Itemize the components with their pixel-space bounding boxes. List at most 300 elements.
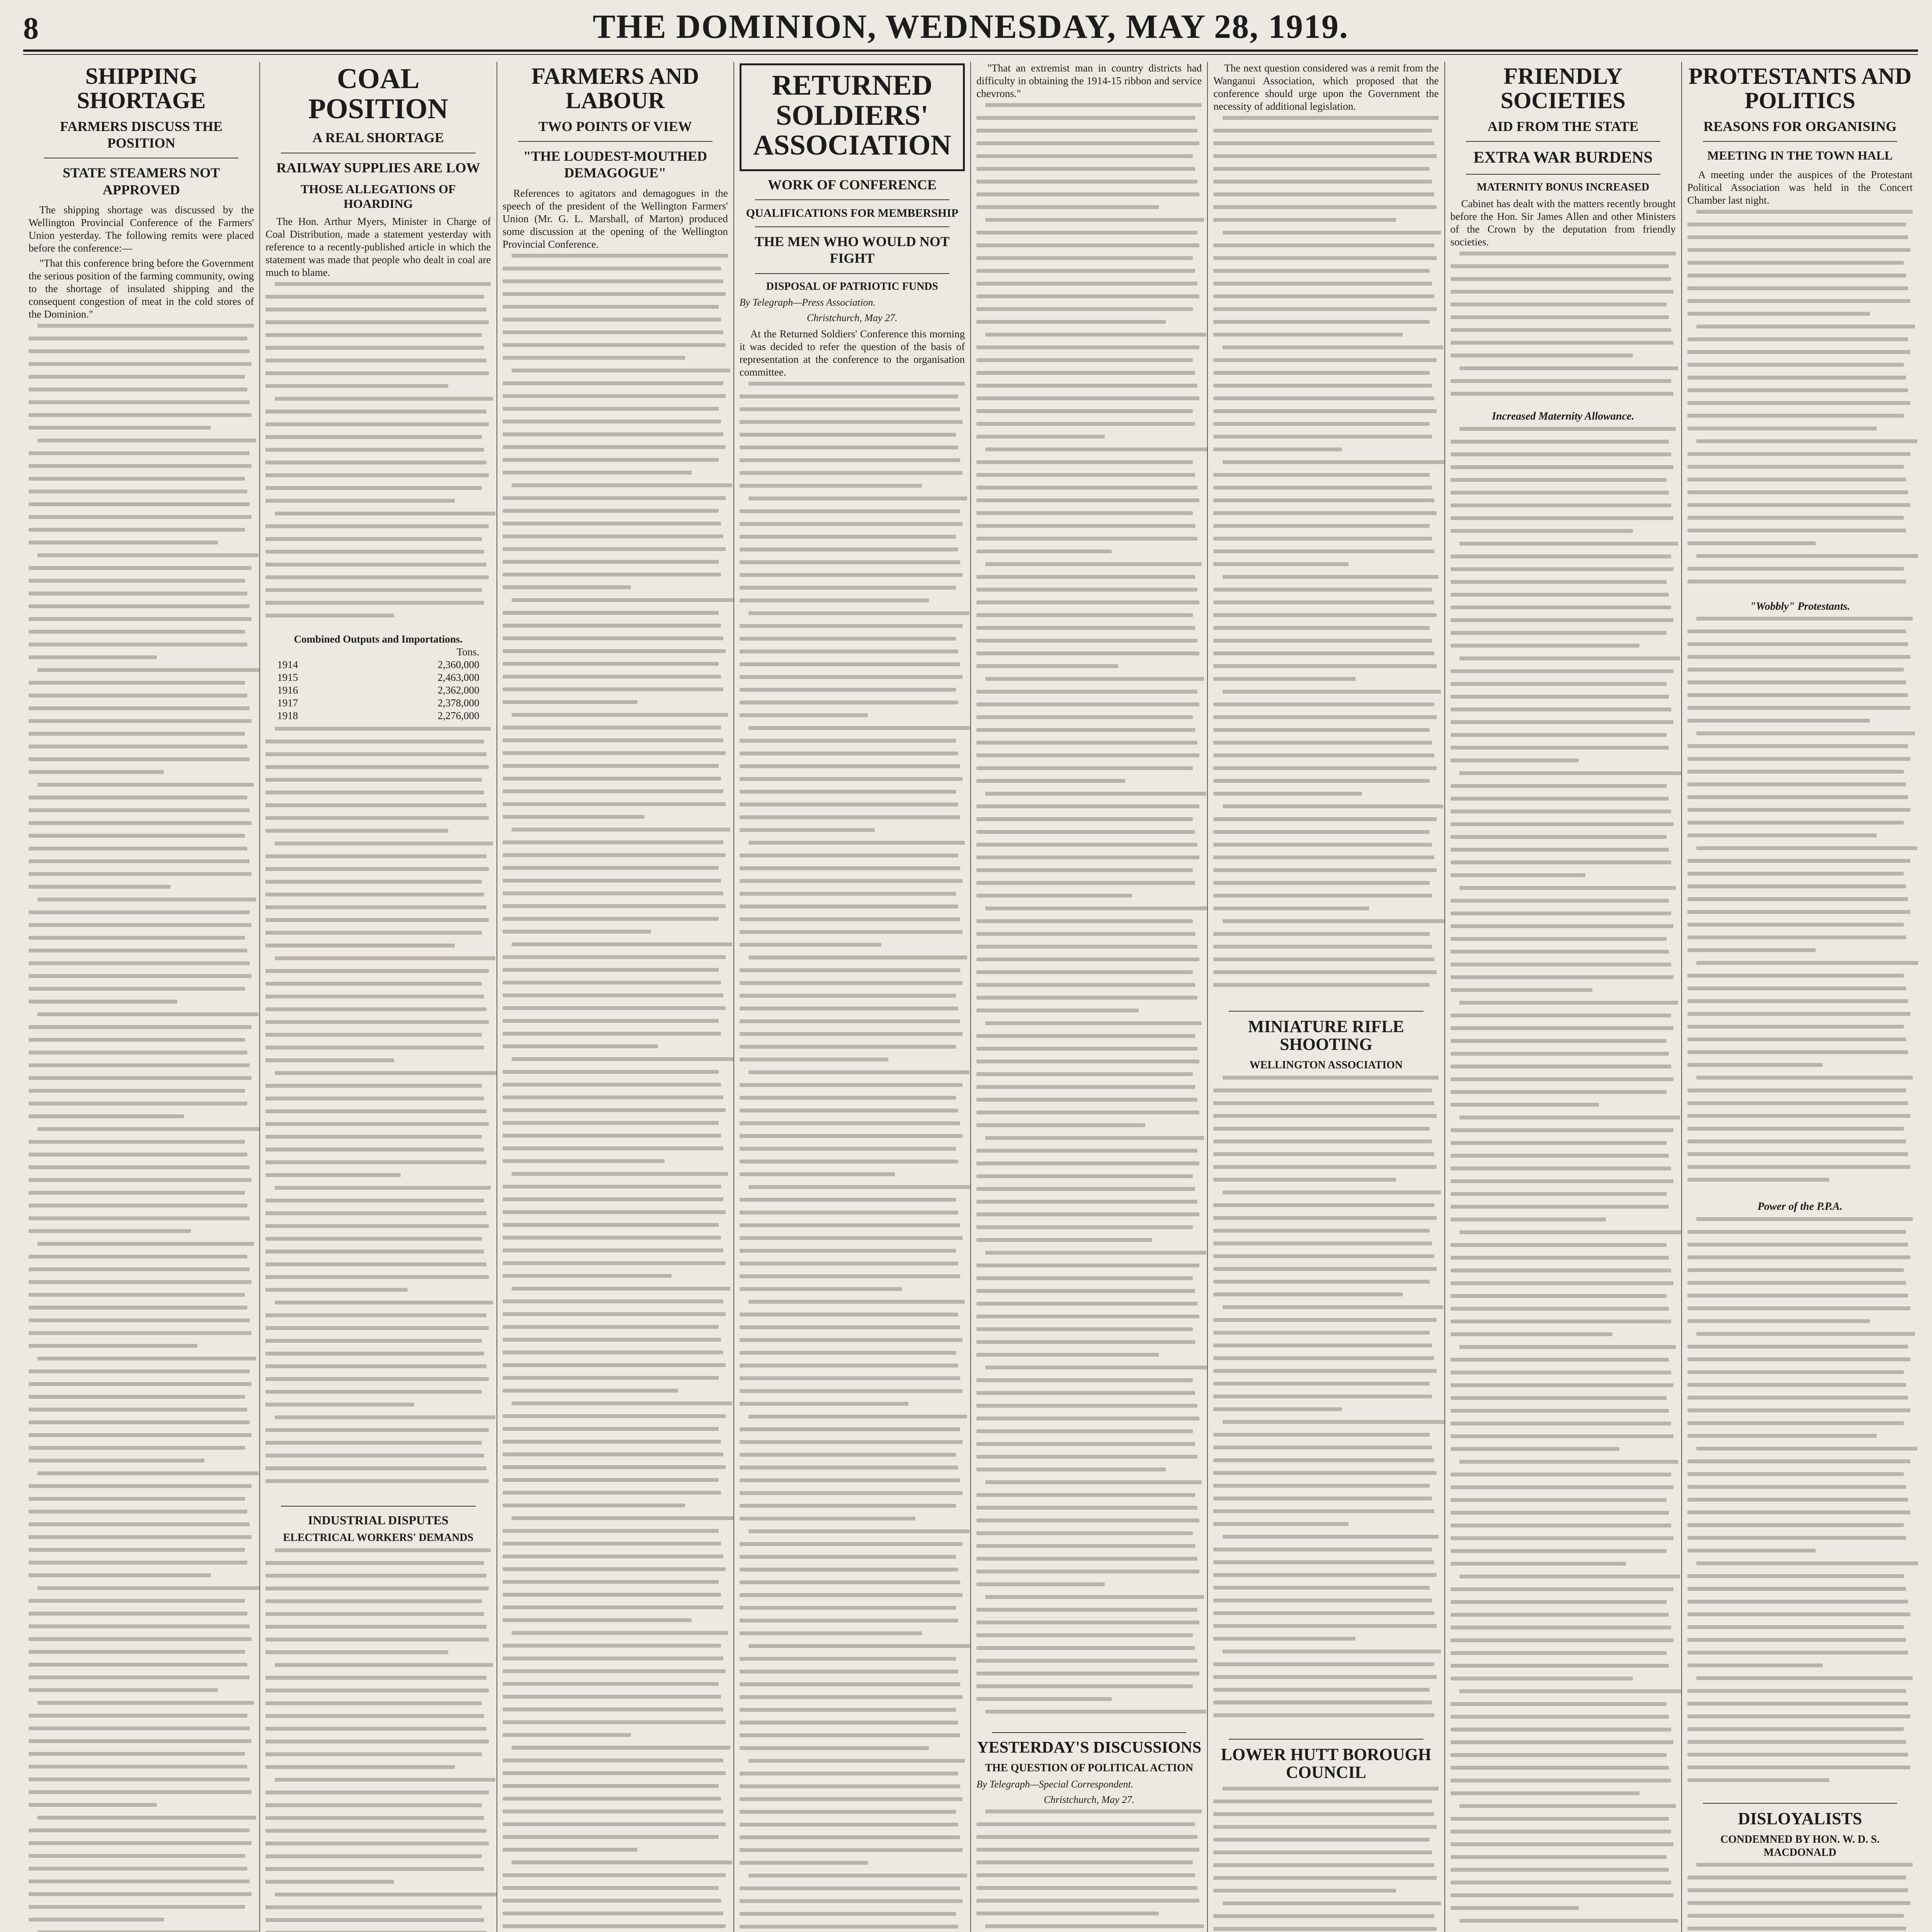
- text-line: [976, 294, 1199, 298]
- text-line: [748, 1415, 967, 1418]
- subhead-aid-from-state: AID FROM THE STATE: [1487, 119, 1639, 134]
- text-line: [740, 1478, 961, 1482]
- text-line: [1459, 366, 1678, 370]
- text-line: [29, 1548, 245, 1552]
- byline: By Telegraph—Press Association.: [739, 297, 876, 308]
- text-line: [265, 803, 486, 807]
- text-line: [740, 994, 956, 998]
- text-line: [37, 1242, 254, 1246]
- text-line: [1687, 1319, 1870, 1323]
- text-line: [976, 1289, 1195, 1293]
- text-line: [740, 1823, 958, 1827]
- text-line: [503, 1644, 721, 1648]
- text-line: [503, 981, 721, 985]
- text-line: [29, 872, 252, 876]
- text-line: [265, 1638, 488, 1641]
- text-line: [1451, 1014, 1672, 1017]
- text-line: [503, 1134, 721, 1138]
- text-line: [1213, 1446, 1432, 1449]
- text-line: [29, 1229, 191, 1233]
- text-line: [1213, 1914, 1434, 1918]
- text-line: [1687, 1037, 1906, 1041]
- text-line: [1451, 1218, 1606, 1221]
- text-line: [29, 1637, 252, 1641]
- text-line: [976, 1493, 1195, 1497]
- headline-shipping-shortage: SHIPPING SHORTAGE: [77, 63, 206, 113]
- text-line: [1213, 1331, 1430, 1335]
- text-line: [265, 1148, 484, 1151]
- article-text: [265, 282, 491, 630]
- text-line: [1687, 312, 1870, 316]
- text-line: [976, 741, 1197, 745]
- text-line: [976, 1327, 1193, 1331]
- text-line: [1687, 490, 1908, 494]
- text-line: [740, 1912, 956, 1916]
- text-line: [503, 509, 719, 513]
- text-line: [1687, 1306, 1910, 1310]
- text-line: [976, 1886, 1197, 1890]
- text-line: [29, 1599, 245, 1603]
- text-line: [748, 1644, 970, 1648]
- text-line: [29, 1854, 245, 1858]
- text-line: [265, 333, 482, 337]
- text-line: [976, 307, 1193, 311]
- text-line: [265, 1829, 486, 1833]
- text-line: [503, 1720, 726, 1724]
- text-line: [1451, 975, 1673, 979]
- text-line: [265, 346, 484, 350]
- text-line: [1451, 1141, 1667, 1145]
- text-line: [1687, 744, 1908, 748]
- article-text: [503, 254, 728, 1932]
- text-line: [1213, 371, 1430, 375]
- text-line: [740, 1364, 958, 1367]
- text-line: [1451, 379, 1672, 383]
- text-line: [976, 1060, 1199, 1063]
- text-line: [1213, 753, 1434, 757]
- paragraph: At the Returned Soldiers' Conference this morning it was decided to refer the question of the basis of representation at the conference to the organisation committee.: [739, 328, 965, 378]
- text-line: [503, 1848, 638, 1852]
- text-line: [1213, 1458, 1434, 1462]
- text-line: [740, 624, 963, 628]
- text-line: [1451, 1536, 1673, 1540]
- text-line: [976, 817, 1193, 821]
- text-line: [265, 448, 484, 452]
- text-line: [740, 1313, 958, 1316]
- text-line: [1451, 1842, 1673, 1846]
- text-line: [265, 422, 488, 426]
- text-line: [976, 970, 1193, 974]
- text-line: [1451, 1205, 1669, 1209]
- text-line: [976, 524, 1195, 528]
- text-line: [976, 1646, 1195, 1650]
- text-line: [265, 308, 486, 311]
- text-line: [1459, 542, 1678, 546]
- text-line: [29, 464, 252, 468]
- columns: [23, 62, 1918, 1932]
- text-line: [1223, 1076, 1439, 1080]
- text-line: [748, 382, 965, 386]
- text-line: [29, 732, 245, 736]
- text-line: [29, 1573, 211, 1577]
- text-line: [503, 738, 724, 742]
- newspaper-title: THE DOMINION, WEDNESDAY, MAY 28, 1919.: [592, 8, 1349, 46]
- text-line: [29, 1114, 184, 1118]
- text-line: [740, 1491, 963, 1495]
- text-line: [740, 815, 961, 819]
- subhead-electrical-workers: ELECTRICAL WORKERS' DEMANDS: [283, 1531, 474, 1544]
- column-3: [497, 62, 733, 1932]
- text-line: [1451, 303, 1667, 306]
- text-line: [37, 1012, 259, 1016]
- text-line: [1213, 320, 1430, 324]
- text-line: [265, 295, 484, 299]
- text-line: [740, 662, 961, 666]
- text-line: [976, 129, 1197, 133]
- text-line: [1213, 205, 1436, 209]
- text-line: [740, 458, 961, 462]
- text-line: [1451, 1294, 1667, 1298]
- text-line: [29, 859, 250, 863]
- text-line: [976, 1608, 1197, 1612]
- text-line: [1459, 1804, 1676, 1808]
- text-line: [740, 1045, 956, 1049]
- text-line: [976, 1340, 1195, 1344]
- text-line: [503, 1299, 724, 1303]
- text-line: [1459, 656, 1680, 660]
- text-line: [503, 1478, 719, 1482]
- subhead-allegations-hoarding: THOSE ALLEGATIONS OF HOARDING: [301, 182, 456, 211]
- text-line: [503, 267, 721, 270]
- text-line: [1687, 1927, 1906, 1930]
- text-line: [1687, 1549, 1816, 1553]
- text-line: [1213, 1356, 1434, 1360]
- text-line: [1451, 1128, 1673, 1132]
- text-line: [29, 1051, 247, 1054]
- text-line: [1451, 912, 1672, 915]
- text-line: [1451, 1868, 1669, 1872]
- text-line: [503, 1248, 724, 1252]
- text-line: [740, 1338, 963, 1342]
- text-line: [29, 1459, 204, 1463]
- text-line: [503, 1618, 692, 1622]
- text-line: [503, 1210, 726, 1214]
- text-line: [740, 560, 961, 564]
- text-line: [1687, 884, 1906, 888]
- text-line: [1223, 1787, 1439, 1791]
- text-line: [976, 192, 1199, 196]
- article-text: [1687, 210, 1913, 596]
- text-line: [512, 1057, 733, 1061]
- text-line: [748, 1759, 965, 1763]
- masthead: [23, 4, 1918, 46]
- text-line: [1213, 1395, 1432, 1398]
- text-line: [976, 715, 1193, 719]
- text-line: [1451, 1677, 1633, 1680]
- text-line: [976, 269, 1195, 273]
- text-line: [1451, 695, 1669, 699]
- text-line: [265, 880, 482, 884]
- text-line: [503, 1121, 719, 1125]
- text-line: [1696, 1332, 1915, 1336]
- text-line: [265, 435, 482, 439]
- text-line: [1687, 642, 1908, 646]
- text-line: [1451, 264, 1669, 268]
- text-line: [1451, 354, 1633, 357]
- text-line: [1213, 970, 1436, 974]
- text-line: [29, 1714, 247, 1718]
- text-line: [1459, 1919, 1678, 1923]
- text-line: [1687, 1663, 1823, 1667]
- text-line: [1213, 1152, 1434, 1156]
- text-line: [265, 359, 486, 362]
- headline-friendly-societies: FRIENDLY SOCIETIES: [1500, 63, 1626, 113]
- text-line: [37, 439, 256, 442]
- text-line: [1696, 325, 1915, 328]
- text-line: [37, 898, 256, 901]
- text-line: [1687, 1901, 1910, 1905]
- text-line: [29, 1038, 245, 1042]
- text-line: [275, 282, 491, 286]
- text-line: [1459, 1116, 1680, 1119]
- text-line: [740, 1376, 961, 1380]
- text-line: [976, 1519, 1199, 1522]
- text-line: [740, 407, 961, 411]
- text-line: [1687, 1230, 1906, 1234]
- text-line: [748, 956, 967, 959]
- article-body: [503, 187, 728, 251]
- text-line: [740, 1925, 958, 1929]
- text-line: [503, 1899, 721, 1903]
- text-line: [976, 1848, 1199, 1852]
- text-line: [748, 611, 969, 615]
- text-line: [37, 324, 254, 328]
- text-line: [1451, 1383, 1673, 1387]
- article-text: [1687, 1863, 1913, 1932]
- text-line: [976, 1264, 1199, 1267]
- text-line: [1687, 1165, 1910, 1169]
- text-line: [1459, 1345, 1676, 1349]
- text-line: [265, 1752, 482, 1756]
- text-line: [29, 1267, 250, 1271]
- text-line: [265, 563, 486, 566]
- text-line: [1687, 1345, 1908, 1349]
- text-line: [1687, 1600, 1908, 1604]
- text-line: [1451, 707, 1672, 711]
- text-line: [29, 910, 250, 914]
- text-line: [503, 1605, 724, 1609]
- text-line: [37, 1930, 259, 1932]
- text-line: [1451, 328, 1672, 332]
- text-line: [740, 1835, 961, 1839]
- text-line: [976, 1009, 1139, 1012]
- text-line: [1451, 503, 1672, 507]
- text-line: [1687, 1459, 1910, 1463]
- text-line: [503, 955, 726, 959]
- article-body: [265, 215, 491, 279]
- masthead-rule-thin: [23, 54, 1918, 55]
- article-text: [1213, 1076, 1439, 1733]
- text-line: [512, 1861, 733, 1864]
- text-line: [265, 765, 488, 769]
- text-line: [503, 560, 719, 564]
- text-line: [1213, 1701, 1432, 1704]
- text-line: [275, 1778, 496, 1782]
- text-line: [503, 1810, 724, 1813]
- table-unit: Tons.: [456, 646, 480, 658]
- text-line: [29, 847, 247, 850]
- text-line: [503, 1389, 679, 1393]
- text-line: [503, 853, 726, 857]
- text-line: [740, 930, 963, 934]
- text-line: [740, 1172, 895, 1176]
- text-line: [265, 575, 488, 579]
- text-line: [503, 1465, 726, 1469]
- subhead-qualifications: QUALIFICATIONS FOR MEMBERSHIP: [746, 207, 959, 220]
- text-line: [37, 1701, 254, 1705]
- text-line: [265, 931, 482, 935]
- text-line: [1213, 1850, 1432, 1854]
- text-line: [1451, 1791, 1640, 1795]
- text-line: [1451, 950, 1669, 954]
- text-line: [29, 1140, 245, 1144]
- text-line: [265, 1288, 407, 1292]
- text-line: [265, 1377, 488, 1381]
- text-line: [503, 1159, 665, 1163]
- text-line: [1687, 693, 1908, 697]
- text-line: [1213, 1165, 1436, 1169]
- text-line: [29, 987, 245, 991]
- article-text: [1451, 252, 1676, 406]
- text-line: [976, 1238, 1152, 1242]
- text-line: [1213, 1624, 1436, 1628]
- text-line: [976, 256, 1193, 260]
- text-line: [985, 333, 1206, 337]
- text-line: [740, 1580, 961, 1584]
- text-line: [1687, 795, 1908, 799]
- text-line: [29, 1344, 197, 1348]
- text-line: [740, 1453, 956, 1457]
- text-line: [29, 834, 245, 838]
- text-line: [1213, 792, 1362, 796]
- text-line: [265, 893, 484, 896]
- text-line: [1687, 1914, 1904, 1918]
- article-body: [1213, 62, 1439, 113]
- text-line: [503, 1491, 721, 1495]
- text-line: [1451, 1332, 1613, 1336]
- text-line: [503, 1656, 724, 1660]
- text-line: [1687, 516, 1904, 520]
- text-line: [503, 904, 726, 908]
- text-line: [748, 726, 970, 730]
- text-line: [512, 1516, 733, 1520]
- text-line: [740, 739, 956, 743]
- text-line: [740, 905, 958, 908]
- text-line: [1213, 282, 1432, 286]
- text-line: [1687, 808, 1910, 812]
- text-line: [265, 1727, 486, 1731]
- text-line: [740, 1733, 961, 1737]
- text-line: [1687, 1421, 1904, 1425]
- text-line: [265, 1326, 488, 1330]
- text-line: [1687, 1740, 1906, 1744]
- text-line: [1451, 516, 1673, 520]
- text-line: [740, 1427, 961, 1431]
- text-line: [1687, 923, 1904, 927]
- text-line: [1451, 1409, 1669, 1413]
- text-line: [29, 1382, 252, 1386]
- text-line: [1223, 804, 1444, 808]
- text-line: [1687, 401, 1910, 405]
- text-line: [976, 1047, 1197, 1051]
- article-body: [1687, 168, 1913, 207]
- text-line: [1687, 833, 1877, 837]
- text-line: [1213, 333, 1403, 337]
- text-line: [1451, 1893, 1673, 1897]
- text-line: [265, 1020, 488, 1024]
- text-line: [976, 396, 1199, 400]
- text-line: [1213, 932, 1430, 936]
- text-line: [740, 1440, 963, 1444]
- text-line: [512, 1287, 730, 1291]
- text-line: [1696, 1217, 1913, 1221]
- text-line: [265, 1714, 484, 1718]
- text-line: [976, 804, 1199, 808]
- text-line: [1213, 957, 1434, 961]
- text-line: [976, 1672, 1199, 1675]
- text-line: [265, 1466, 486, 1470]
- text-line: [1451, 1179, 1673, 1183]
- text-line: [1687, 770, 1904, 774]
- text-line: [29, 1841, 252, 1845]
- text-line: [275, 842, 493, 845]
- text-line: [1687, 503, 1910, 507]
- text-line: [265, 1599, 482, 1603]
- text-line: [503, 1440, 721, 1444]
- text-line: [976, 753, 1199, 757]
- text-line: [29, 1408, 247, 1412]
- text-line: [1213, 779, 1430, 783]
- text-line: [265, 1574, 486, 1578]
- text-line: [976, 1162, 1199, 1165]
- text-line: [1451, 1320, 1672, 1323]
- text-line: [740, 1109, 958, 1112]
- text-line: [1451, 478, 1667, 482]
- text-line: [1451, 1473, 1672, 1476]
- text-line: [265, 1046, 484, 1049]
- text-line: [1687, 1702, 1908, 1706]
- text-line: [503, 1376, 719, 1380]
- paragraph: The shipping shortage was discussed by the Wellington Provincial Conference of the Farmers' Union yesterday. The following remits were placed before the conference:—: [29, 204, 254, 254]
- text-line: [740, 1708, 956, 1712]
- text-line: [1687, 974, 1904, 978]
- text-line: [1696, 1076, 1913, 1080]
- text-line: [1451, 1766, 1669, 1770]
- text-line: [1213, 1927, 1436, 1931]
- article-text: [1451, 427, 1676, 1932]
- text-line: [740, 1568, 958, 1571]
- text-line: [503, 1669, 726, 1673]
- text-line: [740, 1236, 963, 1240]
- text-line: [1213, 1889, 1396, 1893]
- text-line: [1687, 1178, 1829, 1182]
- text-line: [1451, 1524, 1672, 1527]
- text-line: [1213, 180, 1432, 184]
- text-line: [1687, 1088, 1906, 1092]
- text-line: [740, 1772, 958, 1776]
- text-line: [1451, 554, 1672, 558]
- text-line: [29, 1484, 252, 1488]
